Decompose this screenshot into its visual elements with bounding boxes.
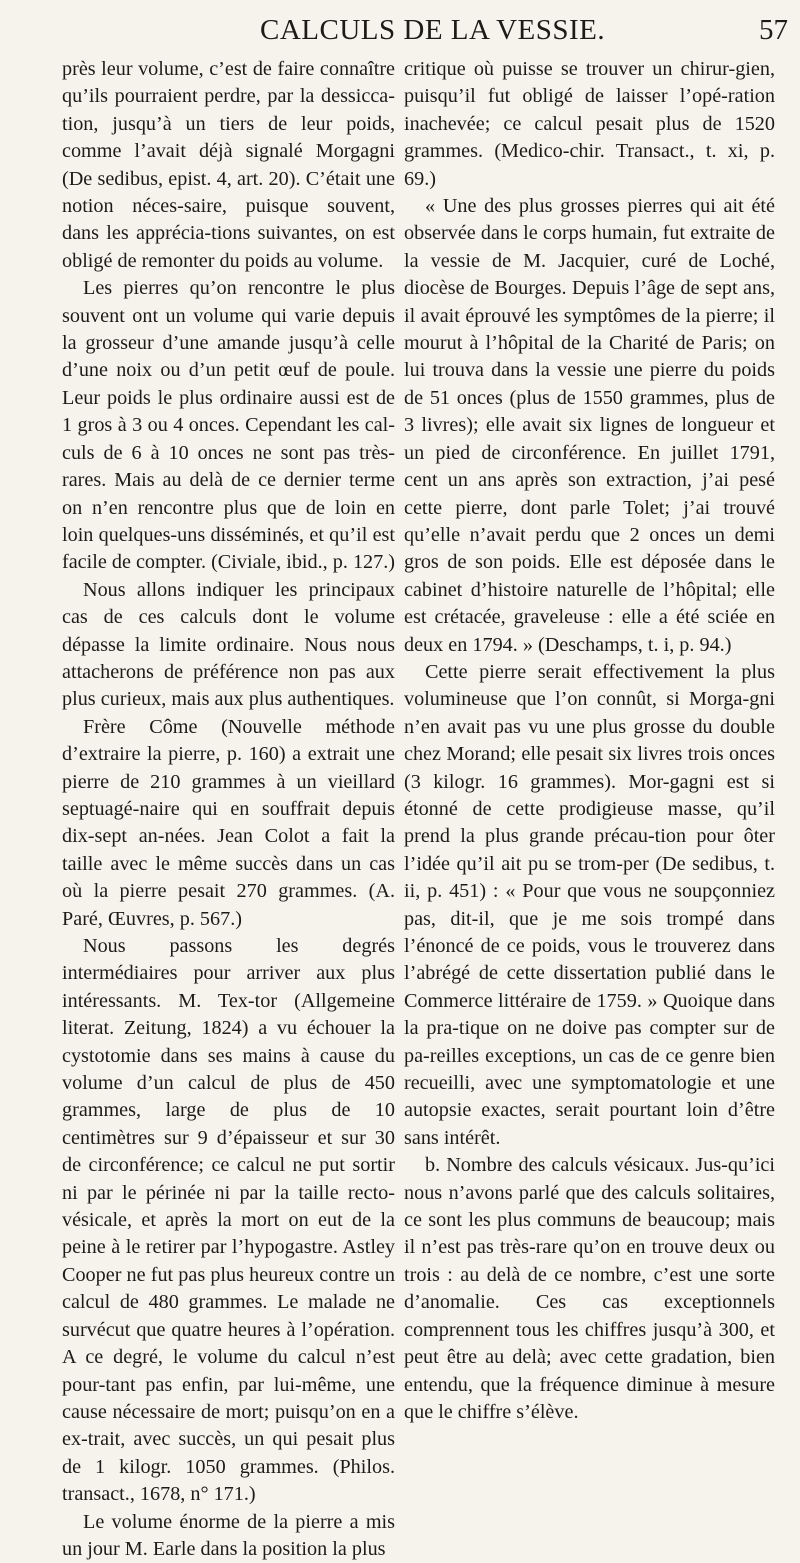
paragraph: Nous allons indiquer les principaux cas de ces calculs dont le volume dépasse la limite ordinaire. Nous nous attacherons de préférence non pas aux plus curieux, mais aux plus authentiques. [62, 578, 395, 711]
paragraph: Les pierres qu’on rencontre le plus souvent ont un volume qui varie depuis la grosseur d’une amande jusqu’à celle d’une noix ou d’un petit œuf de poule. Leur poids le plus ordinaire aussi est de 1 gros à 3 ou 4 onces. Cependant les cal-culs de 6 à 10 onces ne sont pas très-rares. Mais au delà de ce dernier terme on n’en rencontre plus que de loin en loin quelques-uns disséminés, et qu’il est facile de compter. (Civiale, ibid., p. 127.) [62, 277, 395, 574]
running-title: CALCULS DE LA VESSIE. [260, 14, 606, 46]
paragraph: critique où puisse se trouver un chirur-gien, puisqu’il fut obligé de laisser l’opé-ration inachevée; ce calcul pesait plus de 1520 grammes. (Medico-chir. Transact., t. xi, p. 69.) [404, 58, 775, 190]
left-column [62, 56, 395, 1563]
paragraph: Frère Côme (Nouvelle méthode d’extraire la pierre, p. 160) a extrait une pierre de 210 grammes à un vieillard septuagé-naire qui en souffrait depuis dix-sept an-nées. Jean Colot a fait la taille avec le même succès dans un cas où la pierre pesait 270 grammes. (A. Paré, Œuvres, p. 567.) [62, 715, 395, 930]
paragraph: Le volume énorme de la pierre a mis un jour M. Earle dans la position la plus [62, 1510, 395, 1560]
right-column [404, 56, 775, 1426]
paragraph: près leur volume, c’est de faire connaître qu’ils pourraient perdre, par la dessicca-tion, jusqu’à un tiers de leur poids, comme l’avait déjà signalé Morgagni (De sedibus, epist. 4, art. 20). C’était une notion néces-saire, puisque souvent, dans les apprécia-tions suivantes, on est obligé de remonter du poids au volume. [62, 58, 395, 272]
paragraph: Cette pierre serait effectivement la plus volumineuse que l’on connût, si Morga-gni n’en avait pas vu une plus grosse du double chez Morand; elle pesait six livres trois onces (3 kilogr. 16 grammes). Mor-gagni est si étonné de cette prodigieuse masse, qu’il prend la plus grande précau-tion pour ôter l’idée qu’il ait pu se trom-per (De sedibus, t. ii, p. 451) : « Pour que vous ne soupçonniez pas, dit-il, que je me sois trompé dans l’énoncé de ce poids, vous le trouverez dans l’abrégé de cette dissertation publié dans le Commerce littéraire de 1759. » Quoique dans la pra-tique on ne doive pas compter sur de pa-reilles exceptions, un cas de ce genre bien recueilli, avec une symptomatologie et une autopsie exactes, serait pourtant loin d’être sans intérêt. [404, 660, 775, 1149]
page-header [0, 14, 800, 54]
paragraph: Nous passons les degrés intermédiaires pour arriver aux plus intéressants. M. Tex-tor (Allgemeine literat. Zeitung, 1824) a vu échouer la cystotomie dans ses mains à cause du volume d’un calcul de plus de 450 grammes, large de plus de 10 centimètres sur 9 d’épaisseur et sur 30 de circonférence; ce calcul ne put sortir ni par le périnée ni par la taille recto-vésicale, et après la mort on eut de la peine à le retirer par l’hypogastre. Astley Cooper ne fut pas plus heureux contre un calcul de 480 grammes. Le malade ne survécut que quatre heures à l’opération. A ce degré, le volume du calcul n’est pour-tant pas enfin, par lui-même, une cause nécessaire de mort; puisqu’on en a ex-trait, avec succès, un qui pesait plus de 1 kilogr. 1050 grammes. (Philos. transact., 1678, n° 171.) [62, 935, 395, 1506]
paragraph: b. Nombre des calculs vésicaux. Jus-qu’ici nous n’avons parlé que des calculs solitaires, ce sont les plus communs de beaucoup; mais il n’est pas très-rare qu’on en trouve deux ou trois : au delà de ce nombre, c’est une sorte d’anomalie. Ces cas exceptionnels comprennent tous les chiffres jusqu’à 300, et peut être au delà; avec cette gradation, bien entendu, que la fréquence diminue à mesure que le chiffre s’élève. [404, 1154, 775, 1423]
page-number: 57 [759, 14, 788, 46]
paragraph: « Une des plus grosses pierres qui ait été observée dans le corps humain, fut extraite de la vessie de M. Jacquier, curé de Loché, diocèse de Bourges. Depuis l’âge de sept ans, il avait éprouvé les symptômes de la pierre; il mourut à l’hôpital de la Charité de Paris; on lui trouva dans la vessie une pierre du poids de 51 onces (plus de 1550 grammes, plus de 3 livres); elle avait six lignes de longueur et un pied de circonférence. En juillet 1791, cent un ans après son extraction, j’ai pesé cette pierre, dont parle Tolet; j’ai trouvé qu’elle n’avait perdu que 2 onces un demi gros de son poids. Elle est déposée dans le cabinet d’histoire naturelle de l’hôpital; elle est crétacée, graveleuse : elle a été sciée en deux en 1794. » (Deschamps, t. i, p. 94.) [404, 195, 775, 656]
